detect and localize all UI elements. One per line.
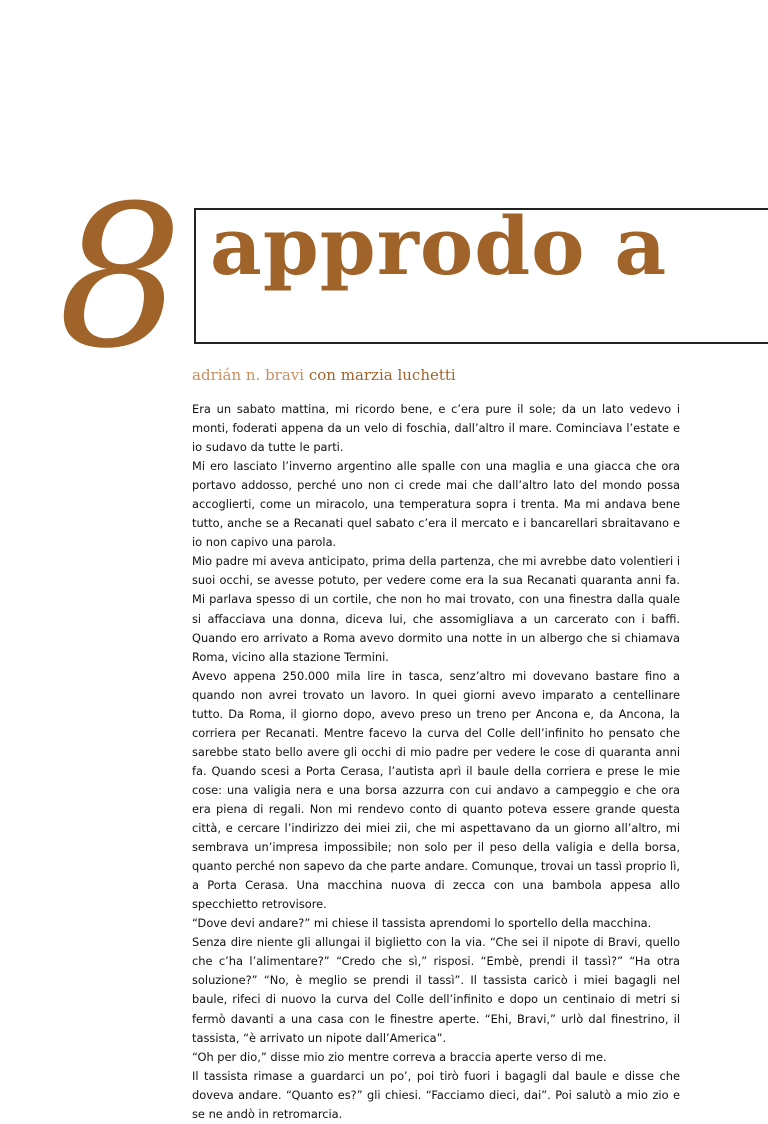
paragraph: Mio padre mi aveva anticipato, prima della partenza, che mi avrebbe dato volentieri i suoi occhi, se avesse potuto, per vedere come era la sua Recanati quaranta anni fa. Mi parlava spesso di un cortile, che non ho mai trovato, con una finestra dalla quale si affacciava una donna, diceva lui, che assomigliava a un carcerato con i baffi. Quando ero arrivato a Roma avevo dormito una notte in un albergo che si chiamava Roma, vicino alla stazione Termini. <box>192 554 680 664</box>
coauthor-credit: con marzia luchetti <box>308 366 456 384</box>
paragraph: Il tassista rimase a guardarci un po’, poi tirò fuori i bagagli dal baule e disse che doveva andare. “Quanto es?” gli chiesi. “Facciamo dieci, dai”. Poi salutò a mio zio e se ne andò in retromarcia. <box>192 1068 680 1121</box>
byline <box>192 366 456 384</box>
paragraph: Mi ero lasciato l’inverno argentino alle spalle con una maglia e una giacca che ora portavo addosso, perché uno non ci crede mai che dall’altro lato del mondo possa accoglierti, come un miracolo, una temperatura sopra i trenta. Ma mi andava bene tutto, anche se a Recanati quel sabato c’era il mercato e i bancarellari sbraitavano e io non capivo una parola. <box>192 459 680 550</box>
paragraph: Avevo appena 250.000 mila lire in tasca, senz’altro mi dovevano bastare fino a quando non avrei trovato un lavoro. In quei giorni avevo imparato a centellinare tutto. Da Roma, il giorno dopo, avevo preso un treno per Ancona e, da Ancona, la corriera per Recanati. Mentre facevo la curva del Colle dell’infinito ho pensato che sarebbe stato bello avere gli occhi di mio padre per vedere le cose di quaranta anni fa. Quando scesi a Porta Cerasa, l’autista aprì il baule della corriera e prese le mie cose: una valigia nera e una borsa azzurra con cui andavo a campeggio e che ora era piena di regali. Non mi rendevo conto di quanto poteva essere grande questa città, e cercare l’indirizzo dei miei zii, che mi aspettavano da un giorno all’altro, mi sembrava un’impresa impossibile; non solo per il peso della valigia e della borsa, quanto perché non sapevo da che parte andare. Comunque, trovai un tassì proprio lì, a Porta Cerasa. Una macchina nuova di zecca con una bambola appesa allo specchietto retrovisore. <box>192 668 680 912</box>
chapter-number: 8 <box>58 164 183 392</box>
paragraph: Senza dire niente gli allungai il biglietto con la via. “Che sei il nipote di Bravi, quello che c’ha l’alimentare?” “Credo che sì,” risposi. “Embè, prendi il tassì?” “Ha otra soluzione?” “No, è meglio se prendi il tassì”. Il tassista caricò i miei bagagli nel baule, rifeci di nuovo la curva del Colle dell’infinito e dopo un centinaio di metri si fermò davanti a una casa con le finestre aperte. “Ehi, Bravi,” urlò dal finestrino, il tassista, “è arrivato un nipote dall’America”. <box>192 935 680 1045</box>
author-name: adrián n. bravi <box>192 366 305 384</box>
chapter-title: approdo a <box>210 199 668 293</box>
paragraph: “Oh per dio,” disse mio zio mentre correva a braccia aperte verso di me. <box>192 1049 607 1064</box>
paragraph: Era un sabato mattina, mi ricordo bene, e c’era pure il sole; da un lato vedevo i monti, foderati appena da un velo di foschia, dall’altro il mare. Cominciava l’estate e io sudavo da tutte le parti. <box>192 402 680 455</box>
story-body <box>192 400 680 1124</box>
paragraph: “Dove devi andare?” mi chiese il tassista aprendomi lo sportello della macchina. <box>192 916 652 931</box>
